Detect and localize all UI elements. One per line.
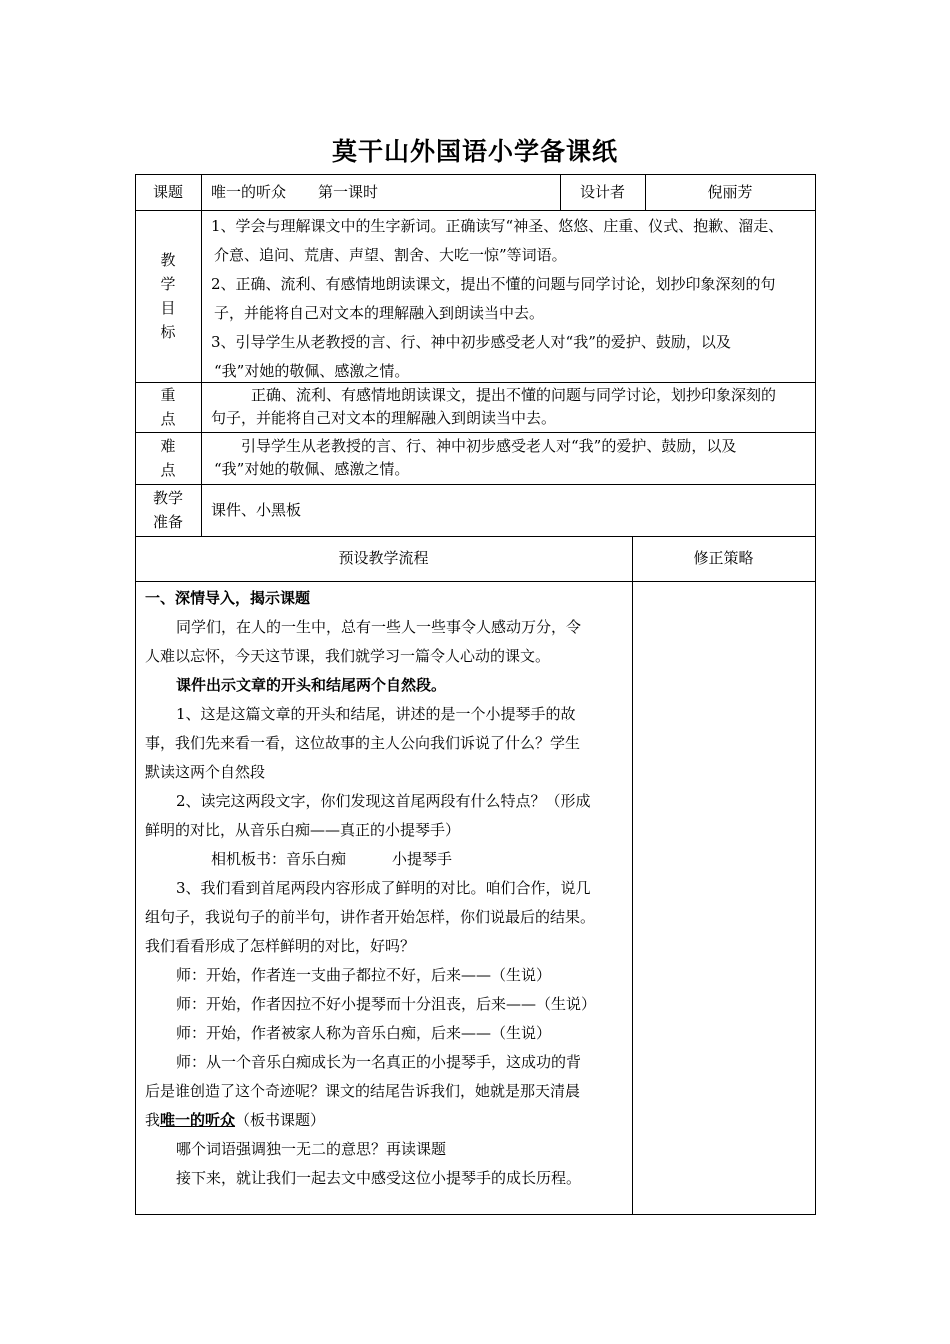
question-line: 3、我们看到首尾两段内容形成了鲜明的对比。咱们合作，说几 xyxy=(176,879,591,897)
question-line: 我们看看形成了怎样鲜明的对比，好吗？ xyxy=(145,937,416,955)
flow-process-header: 预设教学流程 xyxy=(338,549,429,567)
flow-revision-header: 修正策略 xyxy=(693,549,754,567)
designer-label: 设计者 xyxy=(579,182,625,201)
board-note: 相机板书：音乐白痴 小提琴手 xyxy=(211,850,453,868)
question-line: 鲜明的对比，从音乐白痴——真正的小提琴手） xyxy=(145,821,461,839)
objective-line: 介意、追问、荒唐、声望、割舍、大吃一惊”等词语。 xyxy=(214,246,567,264)
difficulties-label: 难 点 xyxy=(160,437,176,479)
teacher-line: 师：从一个音乐白痴成长为一名真正的小提琴手，这成功的背 xyxy=(176,1053,582,1071)
difficulties-text xyxy=(201,435,815,484)
key-points-text xyxy=(201,384,815,432)
teacher-line: 后是谁创造了这个奇迹呢？课文的结尾告诉我们，她就是那天清晨 xyxy=(145,1082,581,1100)
closing-line: 接下来，就让我们一起去文中感受这位小提琴手的成长历程。 xyxy=(176,1169,582,1187)
objective-line: 1、学会与理解课文中的生字新词。正确读写“神圣、悠悠、庄重、仪式、抱歉、溜走、 xyxy=(211,217,784,235)
objectives-text xyxy=(201,212,815,382)
teacher-line: 师：开始，作者连一支曲子都拉不好，后来——（生说） xyxy=(176,966,552,984)
row-divider xyxy=(135,210,816,211)
difficulty-line: 引导学生从老教授的言、行、神中初步感受老人对“我”的爱护、鼓励，以及 xyxy=(241,437,737,455)
topic-label: 课题 xyxy=(152,182,183,201)
table-border-bottom xyxy=(135,1214,816,1215)
board-title-line: 我唯一的听众（板书课题） xyxy=(145,1111,326,1129)
key-point-line: 句子，并能将自己对文本的理解融入到朗读当中去。 xyxy=(211,409,557,427)
process-body xyxy=(135,584,632,1212)
question-line: 默读这两个自然段 xyxy=(145,763,266,781)
topic-value: 唯一的听众 xyxy=(211,182,287,201)
teacher-line: 师：开始，作者被家人称为音乐白痴，后来——（生说） xyxy=(176,1024,552,1042)
closing-line: 哪个词语强调独一无二的意思？再读课题 xyxy=(176,1140,447,1158)
difficulty-line: “我”对她的敬佩、感激之情。 xyxy=(214,460,410,478)
courseware-note: 课件出示文章的开头和结尾两个自然段。 xyxy=(176,676,447,694)
page-title: 莫干山外国语小学备课纸 xyxy=(331,137,618,166)
objective-line: “我”对她的敬佩、感激之情。 xyxy=(214,362,410,380)
preparation-value: 课件、小黑板 xyxy=(211,500,302,519)
section-heading: 一、深情导入，揭示课题 xyxy=(145,589,311,607)
question-line: 2、读完这两段文字，你们发现这首尾两段有什么特点？（形成 xyxy=(176,792,591,810)
objective-line: 子，并能将自己对文本的理解融入到朗读当中去。 xyxy=(214,304,545,322)
intro-line: 同学们，在人的一生中，总有一些人一些事令人感动万分，令 xyxy=(176,618,582,636)
objective-line: 3、引导学生从老教授的言、行、神中初步感受老人对“我”的爱护、鼓励，以及 xyxy=(211,333,731,351)
teacher-line: 师：开始，作者因拉不好小提琴而十分沮丧，后来——（生说） xyxy=(176,995,597,1013)
question-line: 组句子，我说句子的前半句，讲作者开始怎样，你们说最后的结果。 xyxy=(145,908,596,926)
key-point-line: 正确、流利、有感情地朗读课文，提出不懂的问题与同学讨论，划抄印象深刻的 xyxy=(251,386,777,404)
objectives-label: 教 学 目 标 xyxy=(160,251,176,341)
key-points-label: 重 点 xyxy=(160,386,176,428)
session-label: 第一课时 xyxy=(318,182,379,201)
question-line: 事，我们先来看一看，这位故事的主人公向我们诉说了什么？学生 xyxy=(145,734,581,752)
designer-name: 倪丽芳 xyxy=(707,182,753,201)
objective-line: 2、正确、流利、有感情地朗读课文，提出不懂的问题与同学讨论，划抄印象深刻的句 xyxy=(211,275,776,293)
table-border-right xyxy=(815,174,816,1214)
preparation-label: 教学 准备 xyxy=(152,489,183,531)
intro-line: 人难以忘怀，今天这节课，我们就学习一篇令人心动的课文。 xyxy=(145,647,551,665)
board-title: 唯一的听众 xyxy=(160,1111,236,1129)
revision-cell xyxy=(632,581,815,1214)
topic-value-cell xyxy=(201,174,560,210)
question-line: 1、这是这篇文章的开头和结尾，讲述的是一个小提琴手的故 xyxy=(176,705,576,723)
row-divider xyxy=(135,432,816,433)
